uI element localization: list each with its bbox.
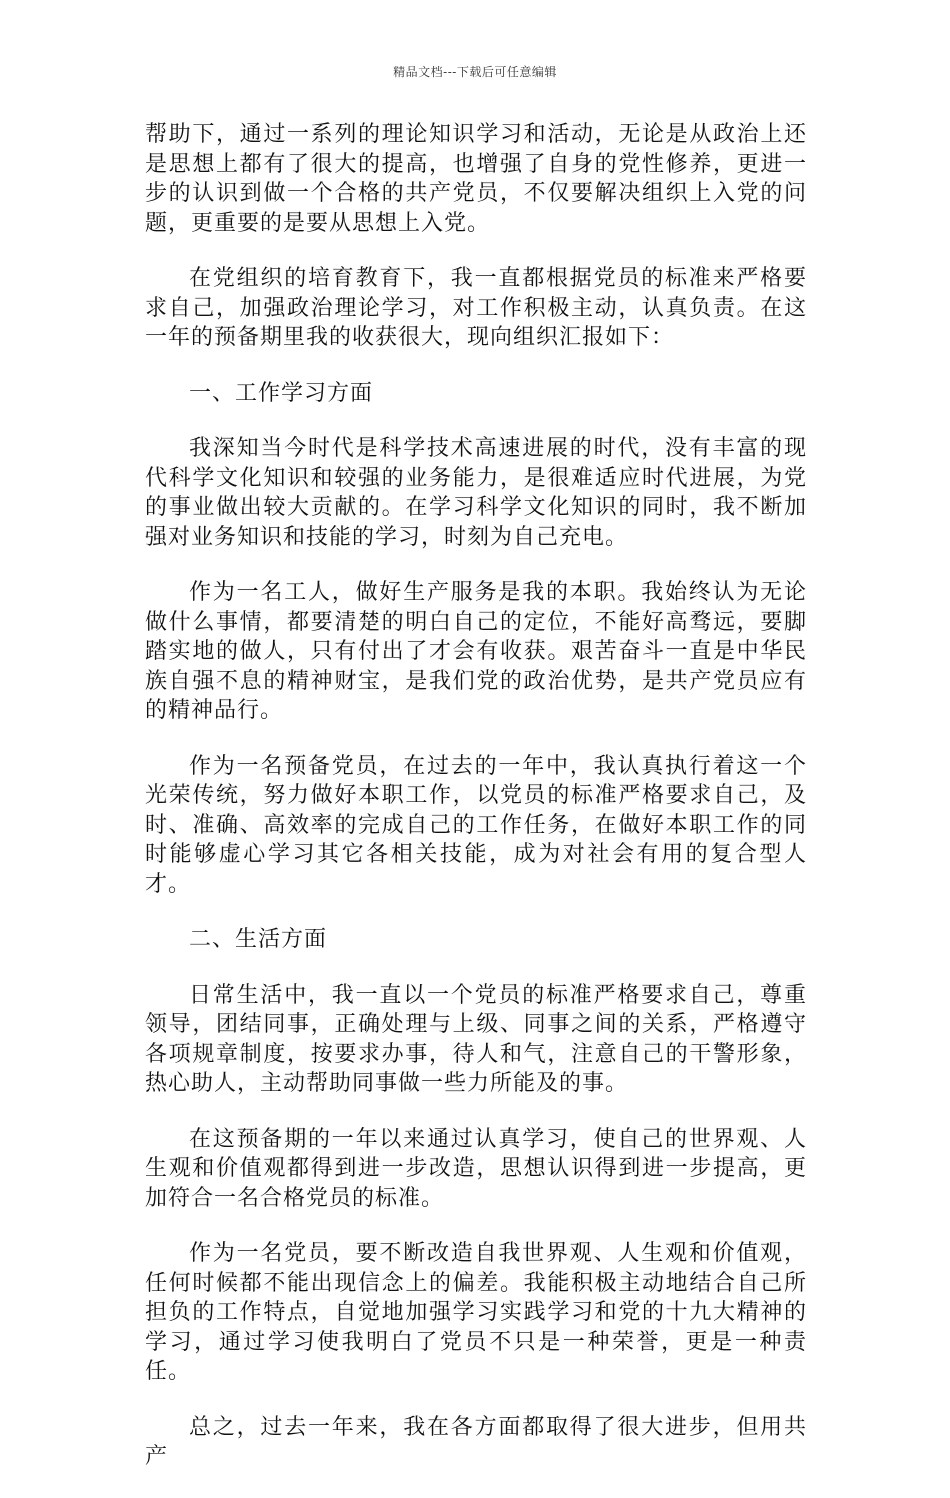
section-heading-life: 二、生活方面 <box>189 927 328 952</box>
paragraph: 作为一名工人，做好生产服务是我的本职。我始终认为无论做什么事情，都要清楚的明白自己的定位，不能好高骛远，要脚踏实地的做人，只有付出了才会有收获。艰苦奋斗一直是中华民族自强不息的精神财宝，是我们党的政治优势，是共产党员应有的精神品行。 <box>145 580 807 723</box>
page-header: 精品文档---下载后可任意编辑 <box>393 65 557 79</box>
paragraph-continuation: 帮助下，通过一系列的理论知识学习和活动，无论是从政治上还是思想上都有了很大的提高，也增强了自身的党性修养，更进一步的认识到做一个合格的共产党员，不仅要解决组织上入党的问题，更重要的是要从思想上入党。 <box>145 122 807 236</box>
paragraph: 作为一名预备党员，在过去的一年中，我认真执行着这一个光荣传统，努力做好本职工作，以党员的标准严格要求自己，及时、准确、高效率的完成自己的工作任务，在做好本职工作的同时能够虚心学习其它各相关技能，成为对社会有用的复合型人才。 <box>145 753 807 897</box>
paragraph: 在这预备期的一年以来通过认真学习，使自己的世界观、人生观和价值观都得到进一步改造，思想认识得到进一步提高，更加符合一名合格党员的标准。 <box>145 1126 807 1211</box>
paragraph: 我深知当今时代是科学技术高速进展的时代，没有丰富的现代科学文化知识和较强的业务能力，是很难适应时代进展，为党的事业做出较大贡献的。在学习科学文化知识的同时，我不断加强对业务知识和技能的学习，时刻为自己充电。 <box>145 436 807 550</box>
paragraph-summary: 总之，过去一年来，我在各方面都取得了很大进步，但用共产 <box>145 1414 807 1469</box>
paragraph: 日常生活中，我一直以一个党员的标准严格要求自己，尊重领导，团结同事，正确处理与上级、同事之间的关系，严格遵守各项规章制度，按要求办事，待人和气，注意自己的干警形象，热心助人，主动帮助同事做一些力所能及的事。 <box>145 982 807 1096</box>
paragraph: 作为一名党员，要不断改造自我世界观、人生观和价值观，任何时候都不能出现信念上的偏差。我能积极主动地结合自己所担负的工作特点，自觉地加强学习实践学习和党的十九大精神的学习，通过学习使我明白了党员不只是一种荣誉，更是一种责任。 <box>145 1241 807 1384</box>
paragraph: 在党组织的培育教育下，我一直都根据党员的标准来严格要求自己，加强政治理论学习，对工作积极主动，认真负责。在这一年的预备期里我的收获很大，现向组织汇报如下： <box>145 266 807 350</box>
document-body <box>145 120 807 1498</box>
section-heading-work-study: 一、工作学习方面 <box>189 380 374 406</box>
